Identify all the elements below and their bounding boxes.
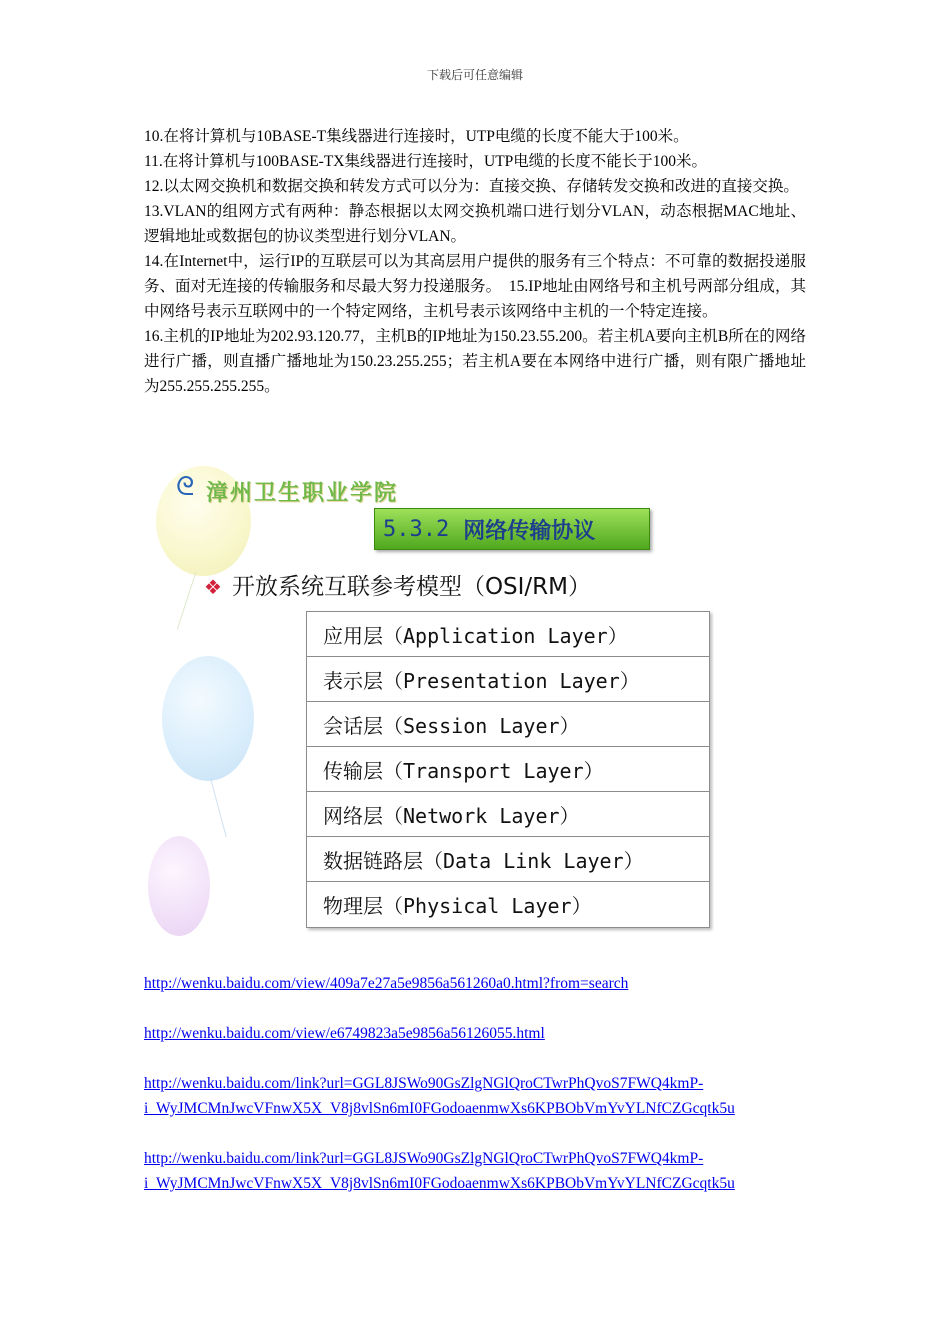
osi-layer-physical: 物理层（Physical Layer） bbox=[323, 894, 592, 918]
balloon-string bbox=[210, 779, 226, 837]
osi-layer-table bbox=[306, 611, 710, 928]
osi-layer-network: 网络层（Network Layer） bbox=[307, 792, 709, 837]
link-block-3 bbox=[144, 1071, 824, 1121]
osi-layer-transport: 传输层（Transport Layer） bbox=[307, 747, 709, 792]
osi-layer-application: 应用层（Application Layer） bbox=[307, 612, 709, 657]
reference-link[interactable]: http://wenku.baidu.com/view/409a7e27a5e9856a561260a0.html?from=search bbox=[144, 975, 629, 992]
subheading-text: 开放系统互联参考模型（OSI/RM） bbox=[231, 574, 591, 600]
diamond-bullet-icon: ❖ bbox=[204, 575, 222, 599]
reference-link[interactable]: http://wenku.baidu.com/view/e6749823a5e9856a56126055.html bbox=[144, 1025, 545, 1042]
reference-link-line2[interactable]: i_WyJMCMnJwcVFnwX5X_V8j8vlSn6mI0FGodoaenmwXs6KPBObVmYvYLNfCZGcqtk5u bbox=[144, 1100, 735, 1117]
paragraph-11: 11.在将计算机与100BASE-TX集线器进行连接时，UTP电缆的长度不能长于100米。 bbox=[144, 153, 708, 170]
body-text bbox=[144, 124, 806, 399]
reference-link-line1[interactable]: http://wenku.baidu.com/link?url=GGL8JSWo90GsZlgNGlQroCTwrPhQvoS7FWQ4kmP- bbox=[144, 1150, 704, 1167]
school-logo-icon: ᘓ bbox=[176, 472, 195, 501]
slide-title-box bbox=[374, 508, 650, 550]
osi-layer-session: 会话层（Session Layer） bbox=[307, 702, 709, 747]
balloon-string bbox=[177, 572, 196, 629]
link-block-2 bbox=[144, 1021, 824, 1046]
link-block-4 bbox=[144, 1146, 824, 1196]
school-logo-text: 漳州卫生职业学院 bbox=[206, 480, 399, 506]
paragraph-16: 16.主机的IP地址为202.93.120.77，主机B的IP地址为150.23.55.200。若主机A要向主机B所在的网络进行广播，则直播广播地址为150.23.255.255；若主机A要在本网络中进行广播，则有限广播地址为255.255.255.255。 bbox=[144, 328, 806, 395]
osi-slide-image bbox=[146, 466, 714, 944]
link-block-1 bbox=[144, 971, 824, 996]
osi-layer-data-link: 数据链路层（Data Link Layer） bbox=[307, 837, 709, 882]
paragraph-14-15: 14.在Internet中，运行IP的互联层可以为其高层用户提供的服务有三个特点：不可靠的数据投递服务、面对无连接的传输服务和尽最大努力投递服务。 15.IP地址由网络号和主机号两部分组成，其中网络号表示互联网中的一个特定网络，主机号表示该网络中主机的一个特定连接。 bbox=[144, 253, 806, 320]
osi-layer-presentation: 表示层（Presentation Layer） bbox=[307, 657, 709, 702]
page-header: 下载后可任意编辑 bbox=[426, 68, 523, 82]
reference-link-line2[interactable]: i_WyJMCMnJwcVFnwX5X_V8j8vlSn6mI0FGodoaenmwXs6KPBObVmYvYLNfCZGcqtk5u bbox=[144, 1175, 735, 1192]
balloon-blue bbox=[162, 656, 254, 781]
balloon-purple bbox=[148, 836, 210, 936]
reference-link-line1[interactable]: http://wenku.baidu.com/link?url=GGL8JSWo90GsZlgNGlQroCTwrPhQvoS7FWQ4kmP- bbox=[144, 1075, 704, 1092]
paragraph-13: 13.VLAN的组网方式有两种：静态根据以太网交换机端口进行划分VLAN，动态根据MAC地址、逻辑地址或数据包的协议类型进行划分VLAN。 bbox=[144, 203, 806, 245]
slide-title-number: 5.3.2 bbox=[383, 516, 450, 542]
slide-title-text: 网络传输协议 bbox=[463, 518, 596, 544]
paragraph-12: 12.以太网交换机和数据交换和转发方式可以分为：直接交换、存储转发交换和改进的直接交换。 bbox=[144, 178, 799, 195]
paragraph-10: 10.在将计算机与10BASE-T集线器进行连接时，UTP电缆的长度不能大于100米。 bbox=[144, 128, 689, 145]
reference-links bbox=[144, 971, 824, 1221]
slide-subheading bbox=[204, 568, 591, 601]
